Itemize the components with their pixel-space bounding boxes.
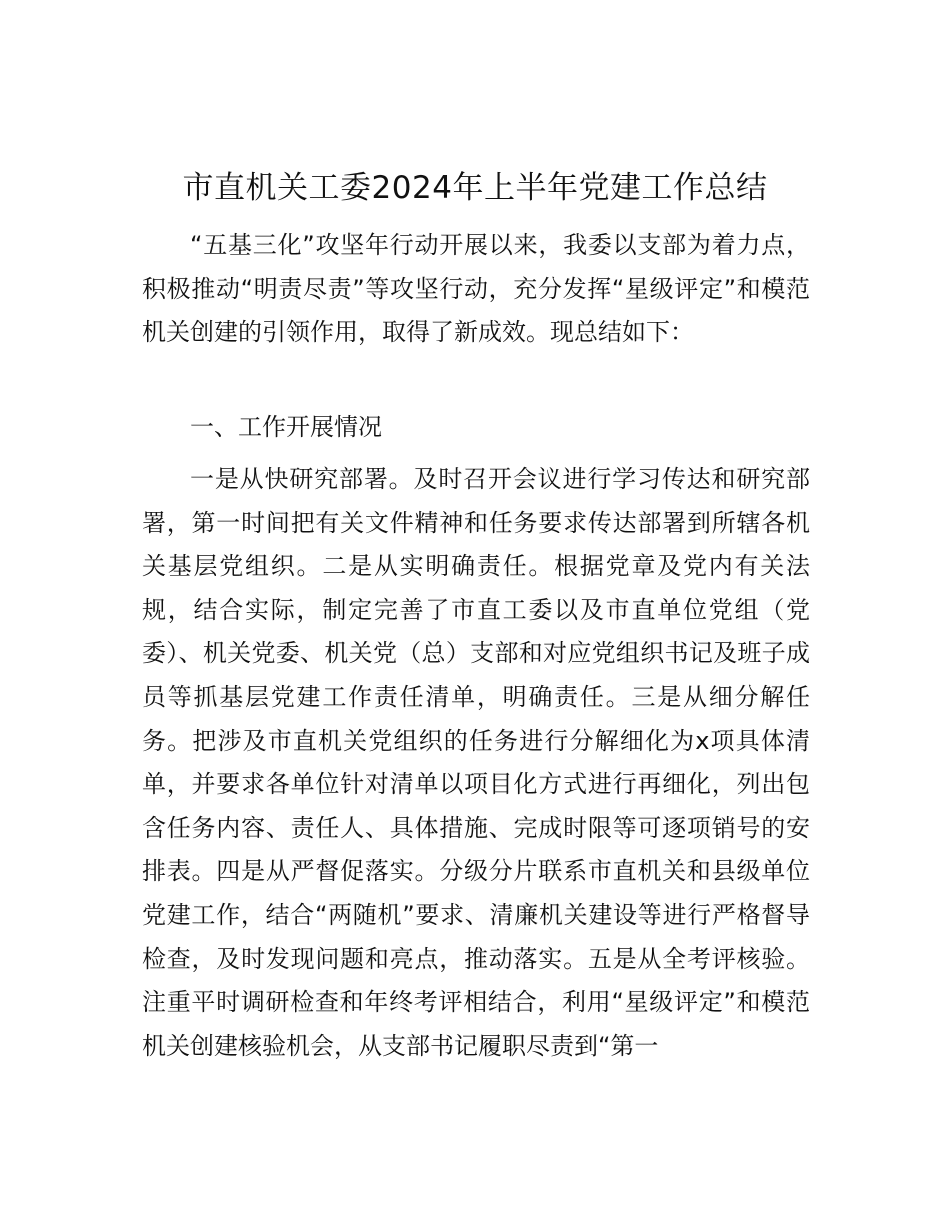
section-paragraph: 一是从快研究部署。及时召开会议进行学习传达和研究部署，第一时间把有关文件精神和任务要求传达部署到所辖各机关基层党组织。二是从实明确责任。根据党章及党内有关法规，结合实际，制定完善了市直工委以及市直单位党组（党委）、机关党委、机关党（总）支部和对应党组织书记及班子成员等抓基层党建工作责任清单，明确责任。三是从细分解任务。把涉及市直机关党组织的任务进行分解细化为x项具体清单，并要求各单位针对清单以项目化方式进行再细化，列出包含任务内容、责任人、具体措施、完成时限等可逐项销号的安排表。四是从严督促落实。分级分片联系市直机关和县级单位党建工作，结合“两随机”要求、清廉机关建设等进行严格督导检查，及时发现问题和亮点，推动落实。五是从全考评核验。注重平时调研检查和年终考评相结合，利用“星级评定”和模范机关创建核验机会，从支部书记履职尽责到“第一 [142, 465, 810, 1060]
document-title: 市直机关工委2024年上半年党建工作总结 [182, 170, 768, 206]
section-heading: 一、工作开展情况 [190, 413, 382, 441]
intro-paragraph: “五基三化”攻坚年行动开展以来，我委以支部为着力点，积极推动“明责尽责”等攻坚行动，充分发挥“星级评定”和模范机关创建的引领作用，取得了新成效。现总结如下： [142, 231, 810, 347]
